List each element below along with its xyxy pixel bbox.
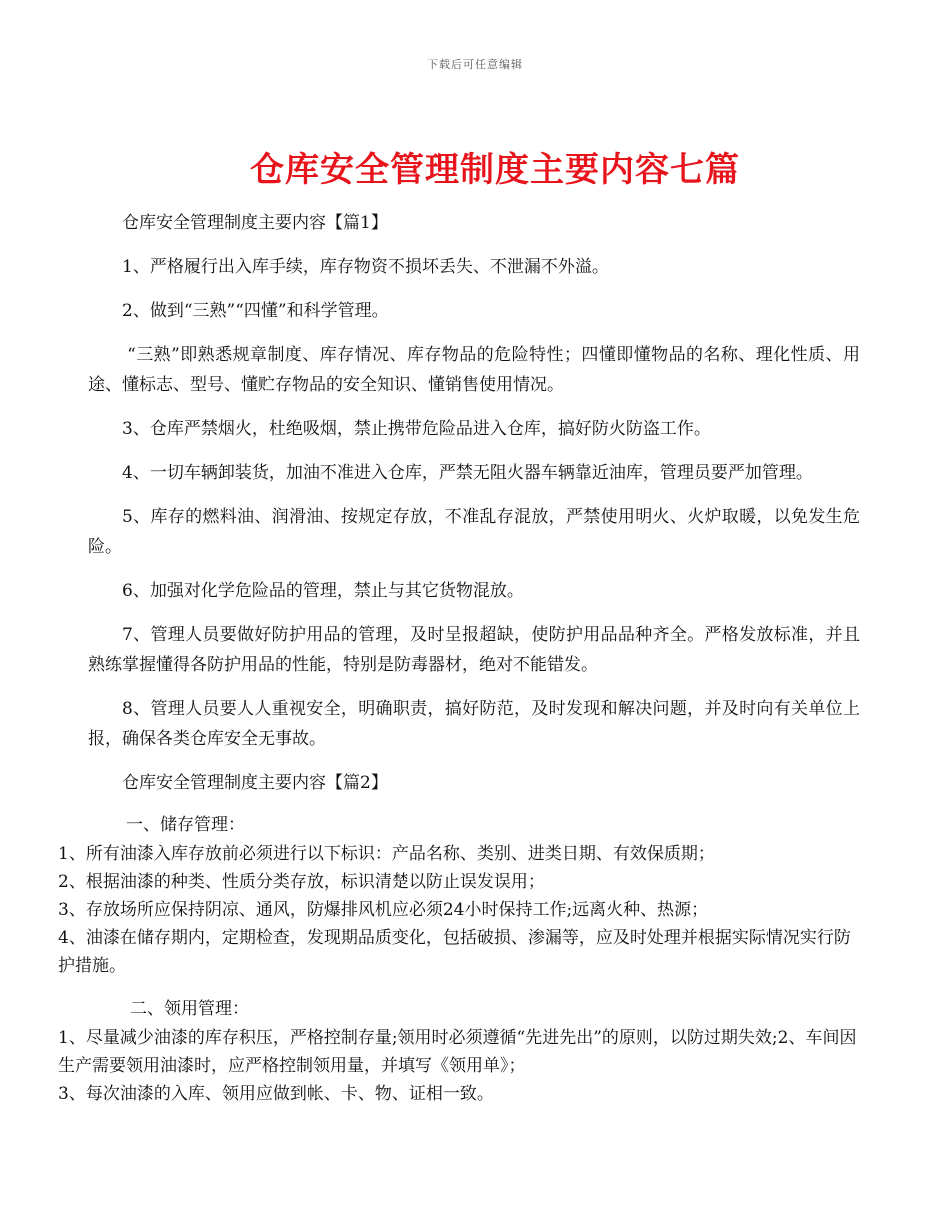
usage-list <box>58 1024 858 1108</box>
usage-subheading: 二、领用管理： <box>130 999 249 1019</box>
usage-item: 1、尽量减少油漆的库存积压，严格控制存量;领用时必须遵循“先进先出”的原则，以防过期失效;2、车间因生产需要领用油漆时，应严格控制领用量，并填写《领用单》； <box>58 1028 857 1076</box>
storage-item: 1、所有油漆入库存放前必须进行以下标识：产品名称、类别、进类日期、有效保质期； <box>58 844 715 864</box>
section2-heading: 仓库安全管理制度主要内容【篇2】 <box>122 773 388 793</box>
storage-item: 4、油漆在储存期内，定期检查，发现期品质变化，包括破损、渗漏等，应及时处理并根据实际情况实行防护措施。 <box>58 928 851 976</box>
storage-item: 3、存放场所应保持阴凉、通风，防爆排风机应必须24小时保持工作;远离火种、热源； <box>58 900 709 920</box>
section1-paragraph: 6、加强对化学危险品的管理，禁止与其它货物混放。 <box>122 581 524 601</box>
section1-paragraph: 5、库存的燃料油、润滑油、按规定存放，不准乱存混放，严禁使用明火、火炉取暖，以免发生危险。 <box>88 507 860 557</box>
section1-paragraph: 1、严格履行出入库手续，库存物资不损坏丢失、不泄漏不外溢。 <box>122 257 609 277</box>
header-note: 下载后可任意编辑 <box>427 58 523 71</box>
document-title: 仓库安全管理制度主要内容七篇 <box>250 150 740 190</box>
document-body <box>58 208 860 1108</box>
storage-list <box>58 840 858 980</box>
section1-paragraph: “三熟”即熟悉规章制度、库存情况、库存物品的危险特性；四懂即懂物品的名称、理化性质、用途、懂标志、型号、懂贮存物品的安全知识、懂销售使用情况。 <box>88 345 860 395</box>
section1-paragraph: 7、管理人员要做好防护用品的管理，及时呈报超缺，使防护用品品种齐全。严格发放标准，并且熟练掌握懂得各防护用品的性能，特别是防毒器材，绝对不能错发。 <box>88 625 860 675</box>
storage-subheading: 一、储存管理： <box>126 815 245 835</box>
section1-paragraph: 4、一切车辆卸装货，加油不准进入仓库，严禁无阻火器车辆靠近油库，管理员要严加管理。 <box>122 463 813 483</box>
storage-item: 2、根据油漆的种类、性质分类存放，标识清楚以防止误发误用； <box>58 872 545 892</box>
section1-paragraph: 3、仓库严禁烟火，杜绝吸烟，禁止携带危险品进入仓库，搞好防火防盗工作。 <box>122 419 711 439</box>
section1-paragraph: 2、做到“三熟”“四懂”和科学管理。 <box>122 301 389 321</box>
usage-item: 3、每次油漆的入库、领用应做到帐、卡、物、证相一致。 <box>58 1084 494 1104</box>
section1-heading: 仓库安全管理制度主要内容【篇1】 <box>122 213 388 233</box>
section1-paragraph: 8、管理人员要人人重视安全，明确职责，搞好防范，及时发现和解决问题，并及时向有关单位上报，确保各类仓库安全无事故。 <box>88 699 860 749</box>
